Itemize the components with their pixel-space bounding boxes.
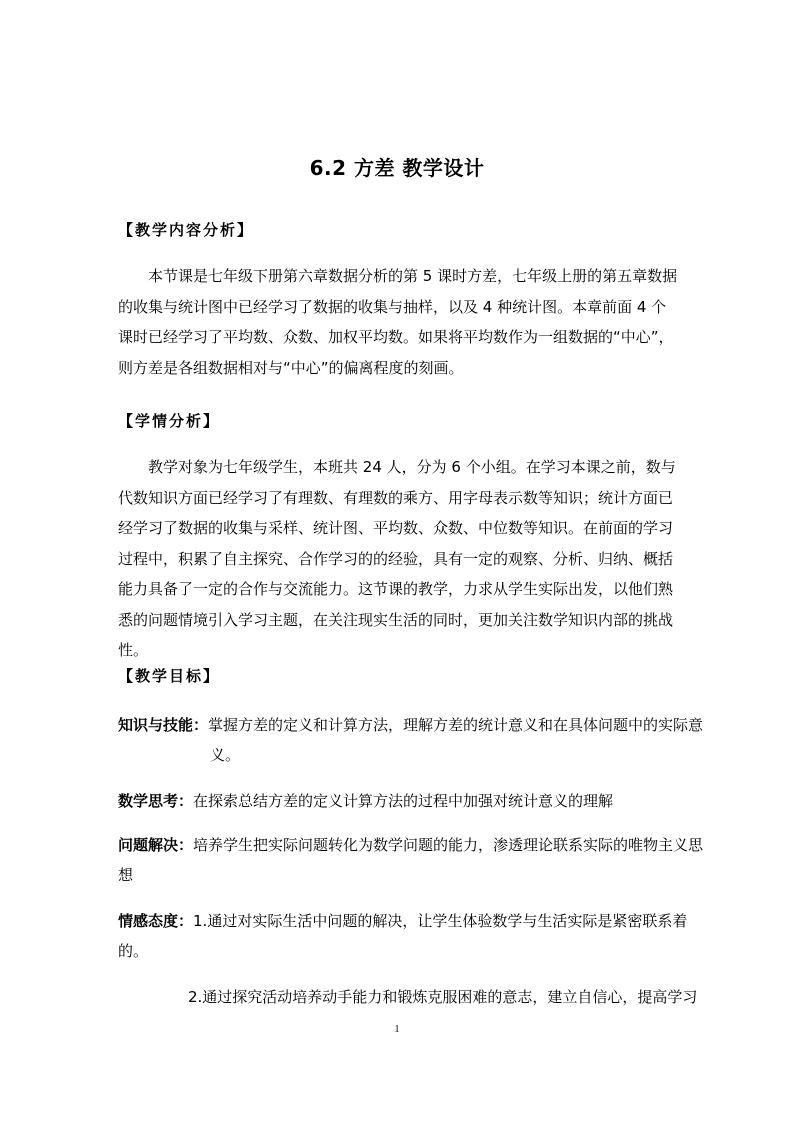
paragraph-content-analysis: 本节课是七年级下册第六章数据分析的第 5 课时方差，七年级上册的第五章数据的收集与统计图中已经学习了数据的收集与抽样，以及 4 种统计图。本章前面 4 个课时已经学习了平均数、众数、加权平均数。如果将平均数作为一组数据的“中心”，则方差是各组数据相对与“中心”的偏离程度的刻画。 bbox=[118, 267, 678, 377]
objective-problem-text-1: 培养学生把实际问题转化为数学问题的能力，渗透理论联系实际的唯物主义思 bbox=[193, 836, 704, 854]
objective-knowledge-line-1 bbox=[118, 714, 703, 735]
objective-problem-label: 问题解决： bbox=[118, 836, 194, 854]
page-number: 1 bbox=[394, 1024, 400, 1035]
objective-knowledge-label: 知识与技能： bbox=[118, 716, 209, 734]
heading-student-analysis: 【学情分析】 bbox=[118, 412, 221, 430]
objective-knowledge-text-2: 义。 bbox=[210, 746, 241, 764]
heading-objectives: 【教学目标】 bbox=[118, 667, 221, 685]
objective-emotion-text-1: 1.通过对实际生活中问题的解决，让学生体验数学与生活实际是紧密联系着 bbox=[193, 912, 688, 930]
paragraph-student-analysis: 教学对象为七年级学生，本班共 24 人，分为 6 个小组。在学习本课之前，数与代数知识方面已经学习了有理数、有理数的乘方、用字母表示数等知识；统计方面已经学习了数据的收集与采样、统计图、平均数、众数、中位数等知识。在前面的学习过程中，积累了自主探究、合作学习的的经验，具有一定的观察、分析、归纳、概括能力具备了一定的合作与交流能力。这节课的教学，力求从学生实际出发，以他们熟悉的问题情境引入学习主题，在关注现实生活的同时，更加关注数学知识内部的挑战性。 bbox=[118, 458, 676, 659]
objective-thinking-line bbox=[118, 790, 613, 811]
objective-knowledge-text-1: 掌握方差的定义和计算方法，理解方差的统计意义和在具体问题中的实际意 bbox=[208, 716, 704, 734]
objective-thinking-label: 数学思考： bbox=[118, 792, 194, 810]
objective-emotion-label: 情感态度： bbox=[118, 912, 194, 930]
objective-emotion-text-3: 2.通过探究活动培养动手能力和锻炼克服困难的意志，建立自信心，提高学习 bbox=[188, 988, 698, 1006]
objective-thinking-text: 在探索总结方差的定义计算方法的过程中加强对统计意义的理解 bbox=[193, 792, 614, 810]
objective-problem-line-1 bbox=[118, 834, 703, 855]
objective-emotion-text-2: 的。 bbox=[118, 942, 149, 960]
objective-emotion-line-1 bbox=[118, 910, 687, 931]
document-title: 6.2 方差 教学设计 bbox=[309, 156, 485, 180]
objective-problem-text-2: 想 bbox=[118, 866, 134, 884]
heading-content-analysis: 【教学内容分析】 bbox=[118, 221, 255, 239]
